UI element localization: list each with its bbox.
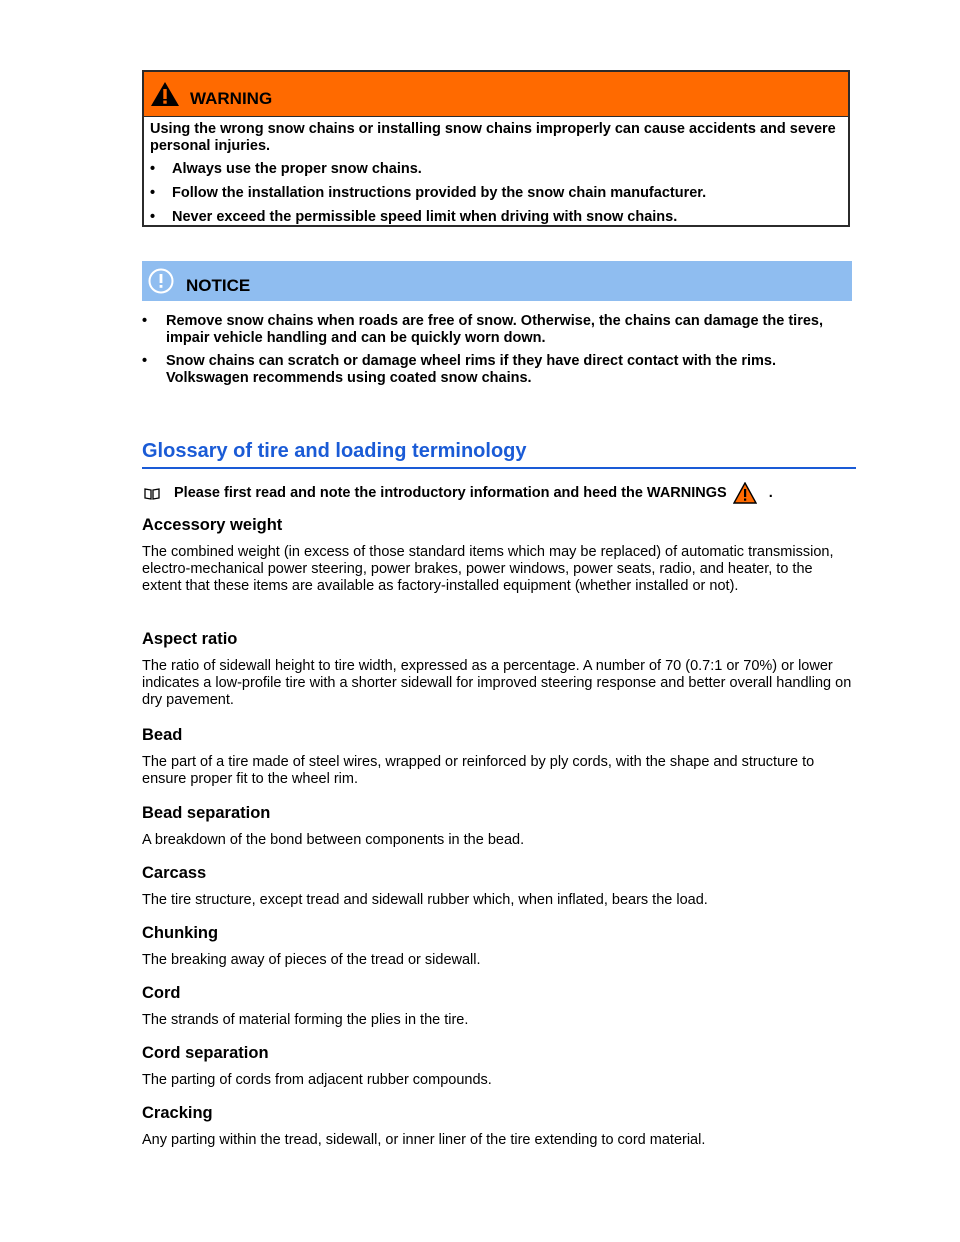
glossary-entry [142,924,854,984]
list-item [142,313,852,347]
glossary-definition: The ratio of sidewall height to tire width, expressed as a percentage. A number of 70 (0.7:1 or 70%) or lower indicates a low-profile tire with a shorter sidewall for improved steering response and better overall handling on dry pavement. [142,658,852,708]
glossary-term: Cord [142,984,181,1002]
warning-triangle-icon[interactable] [733,482,757,504]
glossary-entry [142,1044,854,1104]
notice-header [142,261,852,301]
notice-bullet-text: Snow chains can scratch or damage wheel rims if they have direct contact with the rims. Volkswagen recommends using coated snow chains. [166,353,776,386]
glossary-term: Cracking [142,1104,213,1122]
warning-header [144,72,848,117]
list-item [142,353,852,387]
glossary-term: Bead separation [142,804,271,822]
glossary-list [142,516,854,1164]
glossary-entry [142,516,854,630]
glossary-entry [142,1104,854,1164]
glossary-term: Aspect ratio [142,630,238,648]
glossary-definition: The combined weight (in excess of those standard items which may be replaced) of automatic transmission, electro-mechanical power steering, power brakes, power windows, power seats, radio, and heater, to the extent that these items are available as factory-installed equipment (whether installed or not). [142,544,834,594]
intro-period: . [768,485,773,501]
glossary-term: Bead [142,726,183,744]
glossary-entry [142,726,854,804]
intro-text: Please first read and note the introductory information and heed the WARNINGS [174,485,727,501]
glossary-entry [142,984,854,1044]
bullet-icon: • [142,313,148,329]
glossary-term: Accessory weight [142,516,283,534]
intro-line [142,482,856,504]
warning-bullet-text: Always use the proper snow chains. [172,161,422,177]
glossary-definition: Any parting within the tread, sidewall, or inner liner of the tire extending to cord material. [142,1132,706,1148]
glossary-definition: The parting of cords from adjacent rubber compounds. [142,1072,492,1088]
glossary-definition: A breakdown of the bond between components in the bead. [142,832,525,848]
notice-bullet-text: Remove snow chains when roads are free of snow. Otherwise, the chains can damage the tires, impair vehicle handling and can be quickly worn down. [166,313,823,346]
glossary-term: Carcass [142,864,207,882]
book-icon [144,487,160,500]
glossary-definition: The strands of material forming the plies in the tire. [142,1012,469,1028]
warning-triangle-icon [150,81,180,107]
glossary-definition: The part of a tire made of steel wires, wrapped or reinforced by ply cords, with the shape and structure to ensure proper fit to the wheel rim. [142,754,815,787]
warning-box [142,70,850,227]
notice-body [142,313,852,393]
glossary-definition: The tire structure, except tread and sidewall rubber which, when inflated, bears the load. [142,892,708,908]
glossary-entry [142,630,854,726]
glossary-definition: The breaking away of pieces of the tread or sidewall. [142,952,481,968]
list-item [150,161,842,178]
warning-body [144,117,848,226]
glossary-entry [142,864,854,924]
notice-bullet-list [142,313,852,387]
exclamation-circle-icon [148,268,174,294]
bullet-icon: • [142,353,148,369]
warning-bullet-text: Never exceed the permissible speed limit when driving with snow chains. [172,209,678,225]
warning-bullet-text: Follow the installation instructions provided by the snow chain manufacturer. [172,185,707,201]
warning-intro: Using the wrong snow chains or installing snow chains improperly can cause accidents and severe personal injuries. [150,121,836,154]
section-title: Glossary of tire and loading terminology [142,440,856,469]
glossary-term: Cord separation [142,1044,269,1062]
warning-label: WARNING [190,89,273,108]
glossary-term: Chunking [142,924,219,942]
warning-bullet-list [150,161,842,226]
notice-label: NOTICE [186,276,251,295]
list-item [150,209,842,226]
bullet-icon: • [150,209,156,225]
glossary-entry [142,804,854,864]
bullet-icon: • [150,161,156,177]
list-item [150,185,842,202]
bullet-icon: • [150,185,156,201]
